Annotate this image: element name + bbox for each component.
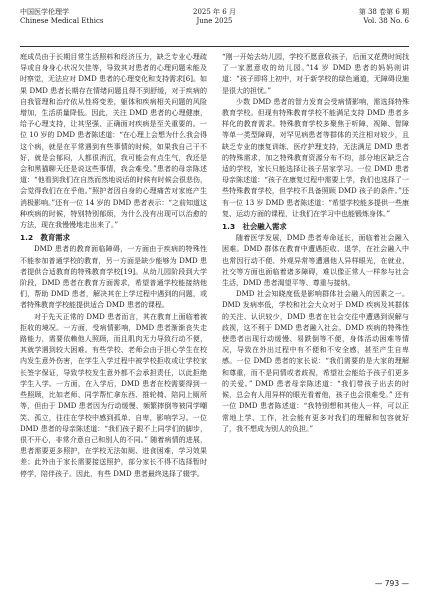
section-heading: 1.2 教育需求 bbox=[20, 233, 71, 243]
section-heading: 1.3 社会融入需求 bbox=[222, 222, 287, 232]
left-column bbox=[20, 52, 207, 480]
paragraph: 对于先天正常的 DMD 患者而言，其在教育上面临着被拒收的境况。一方面，受病情影响，DMD 患者渐渐丧失走路能力，需要依赖他人照顾，而且肌肉无力导致行动不便，其就学遇到较大困难。有些学校、老师会由于担心学生在校内发生意外伤害，在学生入学过程中被学校拒收或让学校家长签字保证，导致学校发生意外都不会承担责任，以此拒绝学生入学。一方面，在入学后，DMD 患者在校需要得到一些照顾，比如老师、同学帮忙拿东西、推轮椅、陪同上厕所等，但由于 DMD 患者因为行动缓慢、频繁摔倒等被同学嘲笑、孤立，往往在学校中感到孤单、自卑，影响学习。一位 DMD 患者的母亲陈述道：“我们孩子跟不上同学们的脚步，很不开心，非常介意自己和别人的不同。” 随着病情的进展，患者需要更多照护，在学校无法如厕、进食困难，学习效果差；此外由于家长需要接送照护，部分家长不得不选择暂时停学，陪伴孩子。因此，有些 DMD 患者最终选择了辍学。 bbox=[20, 312, 207, 478]
paragraph: DMD 患者的教育面临障碍，一方面由于疾病的特殊性不能参加普通学校的教育，另一方面是缺少能够为 DMD 患者提供合适教育的特殊教育学校[19]。从幼儿园阶段到大学阶段，DMD 患者在教育方面需求，希望普通学校能接纳他们，帮助 DMD 患者，解决其在上学过程中遇到的问题，或者特殊教育学校能提供适合 DMD 患者的课程。 bbox=[20, 245, 207, 310]
issue-date-en: June 2025 bbox=[196, 17, 233, 25]
issue-date-cn: 2025 年 6 月 bbox=[193, 8, 236, 16]
right-column bbox=[222, 52, 409, 435]
paragraph: 少数 DMD 患者的智力发育会受病情影响，需选择特殊教育学校。但现有特殊教育学校不能满足支持 DMD 患者多样化的教育需求。特殊教育学校多聚焦于听障、视障、智障等单一类型障碍，对罕见病患者等群体的关注相对较少，且缺乏专业的康复训练、医疗护理支持，无法满足 DMD 患者的特殊需求，加之特殊教育资源分布不均，部分地区缺乏合适的学校，家长只能选择让孩子居家学习。一位 DMD 患者母亲陈述道：“孩子在康复过程中需要上学，我们也选择了一些特殊教育学校，但学校不具备照顾 DMD 孩子的条件。”还有一位 13 岁 DMD 患者陈述道：“希望学校能多提供一些康复、运动方面的课程，让我们在学习中也能锻炼身体。” bbox=[222, 97, 409, 218]
volume-cn: 第 38 卷第 6 期 bbox=[358, 8, 409, 16]
issue-date bbox=[20, 8, 409, 26]
paragraph: “刚一开始去幼儿园，学校不愿意收孩子，后面又花费时间找了一家愿意收的幼儿园。”14 岁 DMD 患者的妈妈则讲道：“孩子即将上初中，对于新学校的绿色通道，无障碍设施是很大的担忧。” bbox=[222, 53, 409, 95]
volume-en: Vol. 38 No. 6 bbox=[363, 17, 409, 25]
paragraph: 随着医学发展，DMD 患者寿命延长，面临着社会融入困难。DMD 群体在教育中遭遇拒收、退学，在社会融入中也常因行动不便、外观异常等遭遇他人异样眼光，在就业、社交等方面也面临着诸多障碍，难以像正常人一样参与社会生活，DMD 患者渴望平等、尊重与接纳。 bbox=[222, 234, 409, 288]
journal-name-cn: 中国医学伦理学 bbox=[20, 8, 69, 16]
journal-name-en: Chinese Medical Ethics bbox=[20, 17, 104, 25]
paragraph: 庭成员由于长期目常生活照料和经济压力，缺乏专业心理疏导或自身身心状况欠佳等，导致其对患者的心理问题未能及时察觉，无法应对 DMD 患者的心理变化和支持需求[6]。如果 DMD 患者长期存在情绪问题且得不到舒缓，对于疾病的自我管理和治疗依从性将变差，躯体和疾病相关问题的风险增加，生活质量降低。因此，关注 DMD 患者的心理健康，给予心理支持，让其坚强、正确面对疾病是至关重要的。一位 10 岁的 DMD 患者陈述道：“在心理上会想为什么我会得这个病，就是在平常遇到有些事情的时候，如果我自己干不好，就是会郁闷，人都很消沉，我可能会有点生气，我还是会和黑猫聊天还是说这些事情，我会难受。”患者的母亲陈述道：“他看到我们在自然而然地说话的时候有时候会很悲伤，会觉得我们在在乎他。”照护者因自身的心理痛苦对家庭产生消极影响。”还有一位 14 岁的 DMD 患者表示：“之前知道这种疾病的时候，特别特别郁烦，为什么没有出现可以治愈的方法，现在我慢慢地走出来了。” bbox=[20, 53, 207, 230]
paragraph: DMD 社会知晓度低是影响群体社会融入的因素之一。DMD 发病率低，学校和社会大众对于 DMD 疾病及其群体的关注、认识较少，DMD 患者在社会交往中遭遇到误解与歧视，这不利于 DMD 患者融入社会。DMD 疾病的特殊性使患者出现行动缓慢、易跌倒等不便，身体活动困难等情况，导致在外出过程中有不便和不安全感，甚至产生自卑感。一位 DMD 患者的家长说：“我们需要的是大家的理解和尊重，而不是同情或者歧视，希望社会能给予孩子们更多的关爱。” DMD 患者母亲陈述道：“我们带孩子出去的时候，总会有人用异样的眼光看着他，孩子也会很难受。” 还有一位 DMD 患者陈述道：“我特别想和其他人一样，可以正常地上学、工作，社会能有更多对我们的理解和包容就好了，我不想成为别人的负担。” bbox=[222, 290, 409, 433]
volume-info bbox=[359, 8, 409, 26]
page-number: — 793 — bbox=[374, 579, 409, 588]
header-rule bbox=[20, 46, 409, 47]
running-header bbox=[20, 8, 409, 42]
